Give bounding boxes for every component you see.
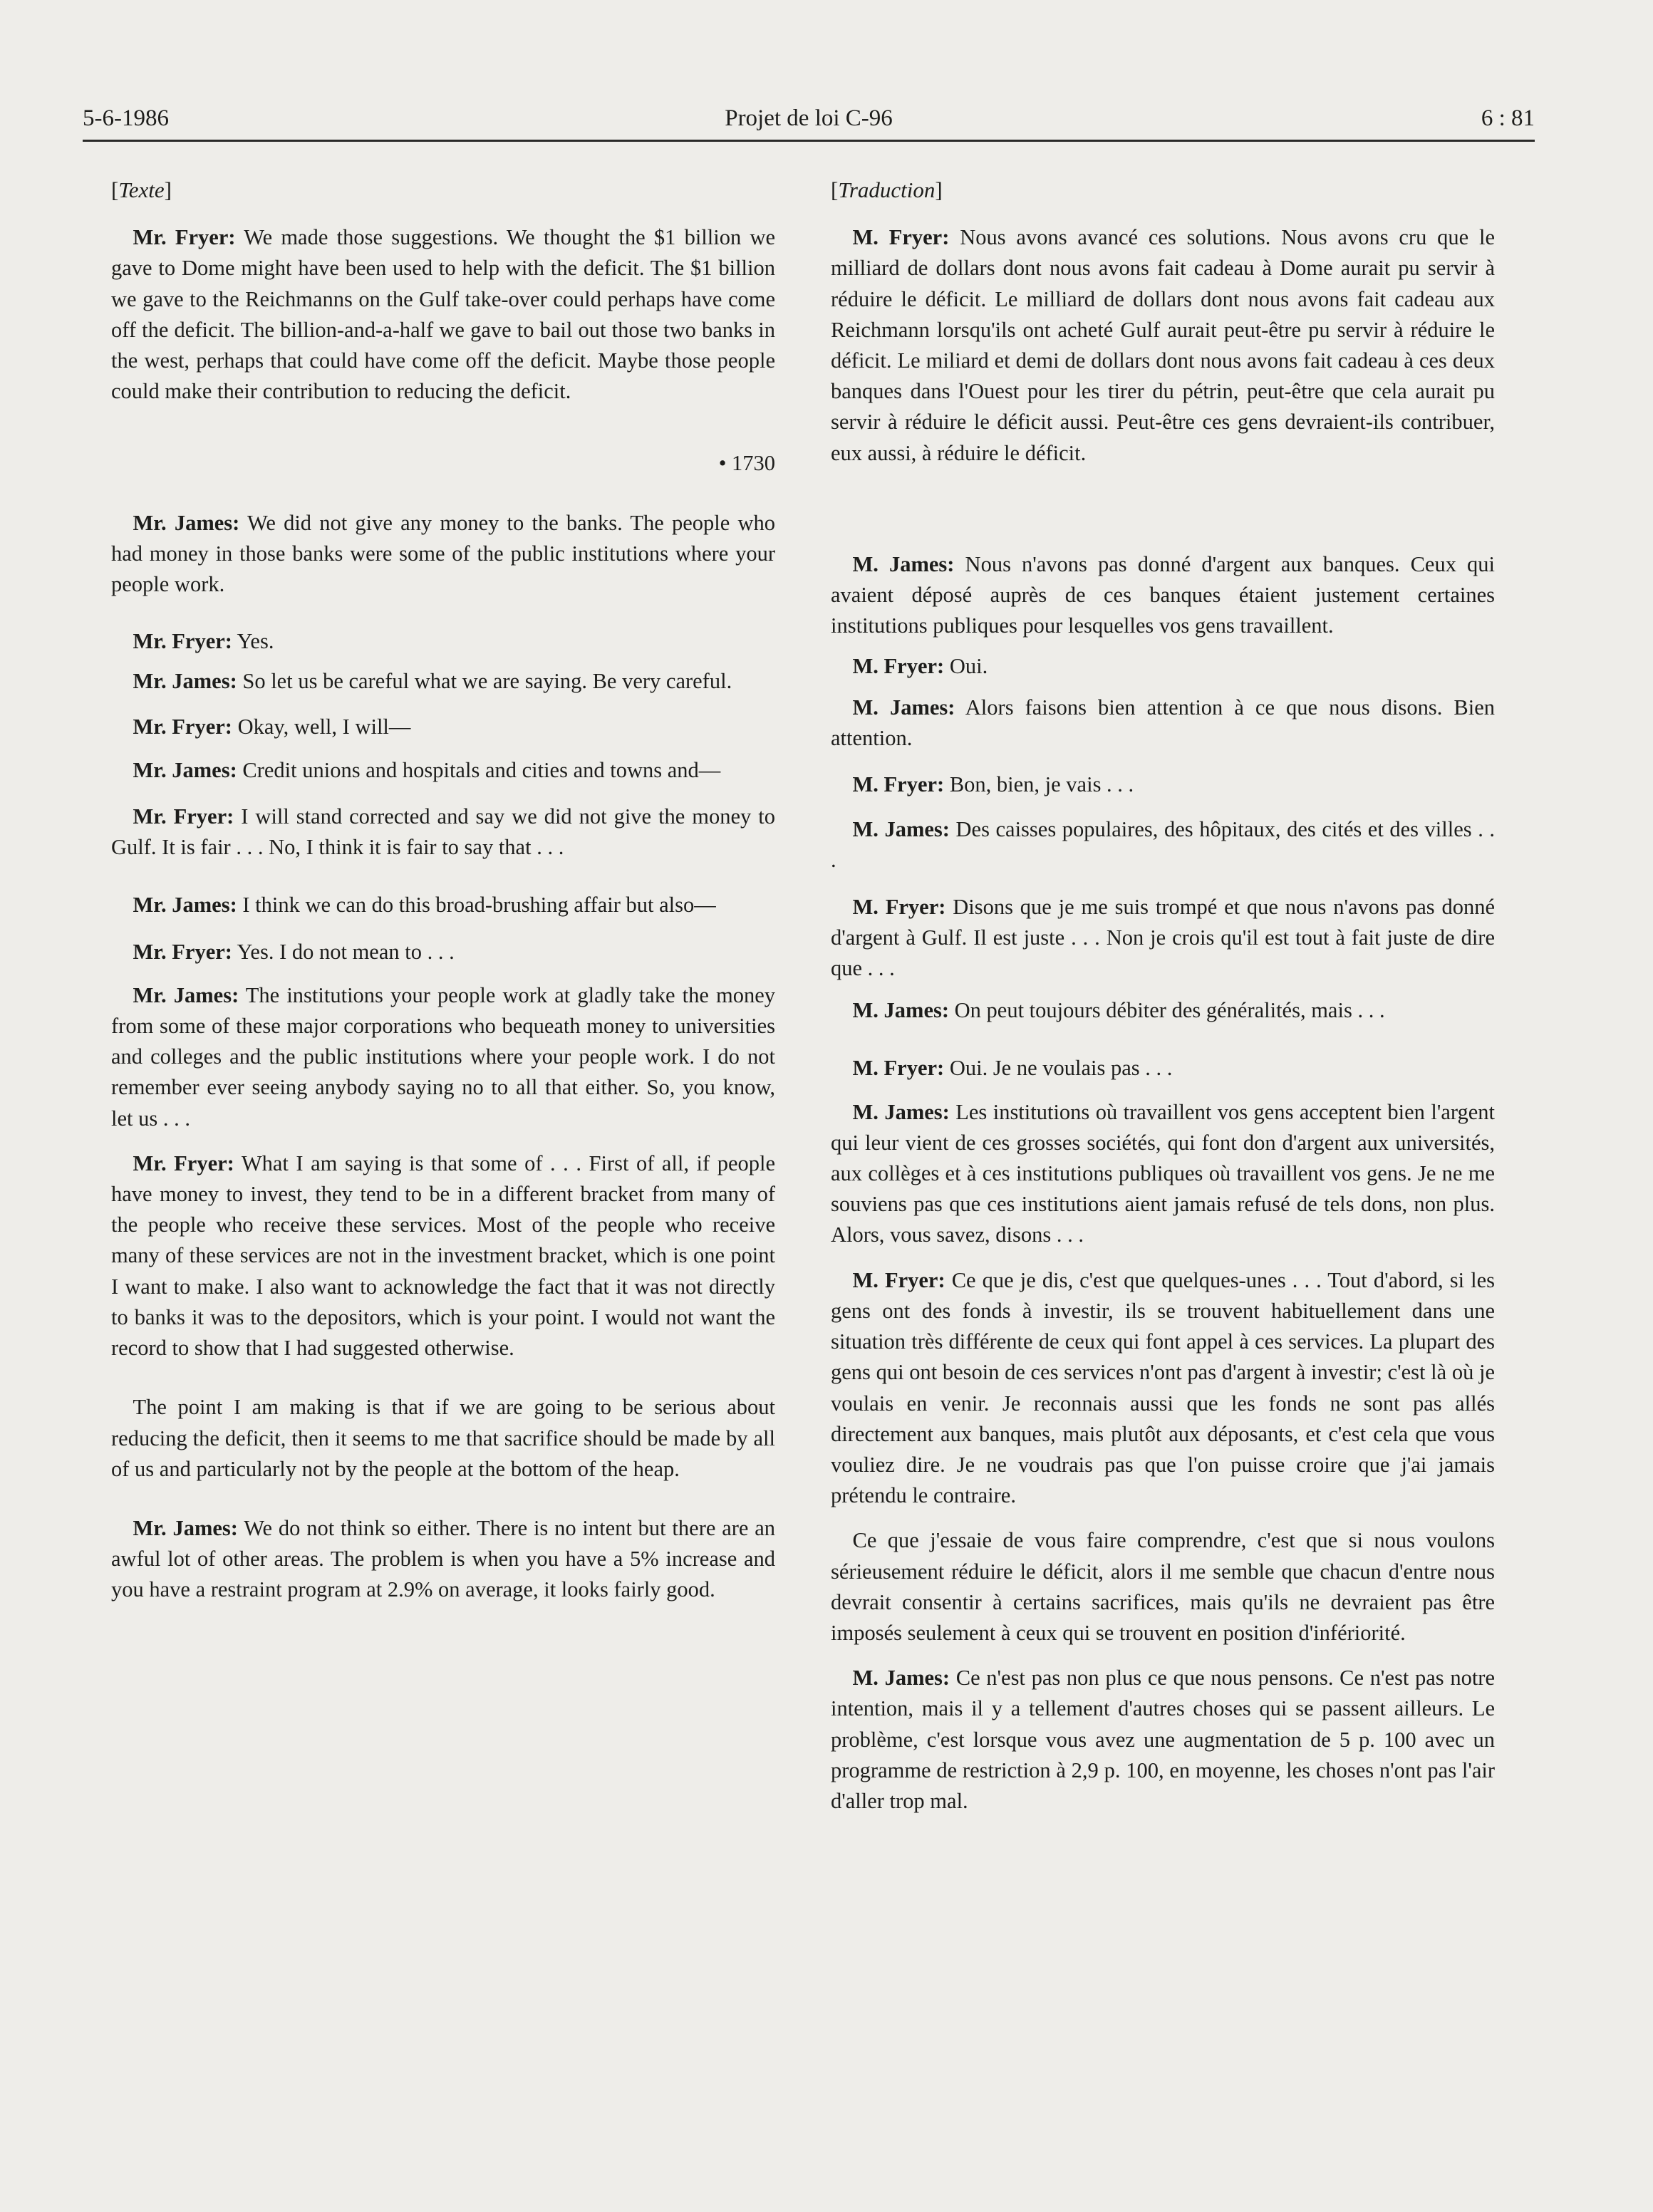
paragraph: M. James: Alors faisons bien attention à ce que nous disons. Bien attention.: [831, 695, 1495, 750]
speaker-name: Mr. James:: [133, 510, 240, 535]
column-label-traduction: [Traduction]: [831, 177, 943, 202]
header-date: 5-6-1986: [83, 105, 169, 131]
speaker-name: Mr. Fryer:: [133, 225, 236, 250]
english-column: [111, 175, 775, 1606]
paragraph: Mr. Fryer: We made those suggestions. We thought the $1 billion we gave to Dome might have been used to help with the deficit. The $1 billion we gave to the Reichmanns on the Gulf take-over could perhaps have come off the deficit. The billion-and-a-half we gave to bail out those two banks in the west, perhaps that could have come off the deficit. Maybe those people could make their contribution to reducing the deficit.: [111, 225, 776, 404]
speaker-name: M. Fryer:: [852, 1267, 945, 1292]
speaker-name: Mr. Fryer:: [133, 939, 232, 964]
paragraph: Mr. Fryer: Yes.: [133, 629, 274, 654]
speaker-name: M. James:: [852, 551, 955, 576]
speaker-name: Mr. Fryer:: [133, 1151, 234, 1175]
paragraph: M. James: Les institutions où travaillent vos gens acceptent bien l'argent qui leur vient de ces grosses sociétés, qui font don d'argent aux universités, aux collèges et à ces institutions publiques où travaillent vos gens. Je ne me souviens pas que ces institutions aient jamais refusé de tels dons, non plus. Alors, vous savez, disons . . .: [831, 1099, 1495, 1247]
speaker-name: M. Fryer:: [852, 772, 945, 797]
speaker-name: M. James:: [852, 998, 950, 1023]
paragraph: M. James: Ce n'est pas non plus ce que nous pensons. Ce n'est pas notre intention, mais il y a tellement d'autres choses qui se passent ailleurs. Le problème, c'est lorsque vous avez une augmentation de 5 p. 100 avec un programme de restriction à 2,9 p. 100, en moyenne, les choses n'ont pas l'air d'aller trop mal.: [831, 1666, 1495, 1813]
french-column: [831, 175, 1495, 1817]
paragraph: M. James: Des caisses populaires, des hôpitaux, des cités et des villes . . .: [831, 817, 1495, 873]
paragraph: M. Fryer: Bon, bien, je vais . . .: [852, 772, 1134, 797]
paragraph: M. Fryer: Ce que je dis, c'est que quelques-unes . . . Tout d'abord, si les gens ont des fonds à investir, ils se trouvent habituellement dans une situation très différente de ceux qui font appel à ces services. La plupart des gens qui ont besoin de ces services n'ont pas d'argent à investir; c'est là où je voulais en venir. Je reconnais aussi que les fonds ne sont pas allés directement aux banques, mais plutôt aux déposants, et c'est cela que vous vouliez dire. Je ne voudrais pas que l'on puisse croire que j'ai jamais prétendu le contraire.: [831, 1267, 1496, 1508]
paragraph: Mr. James: Credit unions and hospitals and cities and towns and—: [133, 757, 721, 782]
paragraph: The point I am making is that if we are going to be serious about reducing the deficit, then it seems to me that sacrifice should be made by all of us and particularly not by the people at the bottom of the heap.: [111, 1395, 775, 1481]
paragraph: Mr. James: We do not think so either. There is no intent but there are an awful lot of other areas. The problem is when you have a 5% increase and you have a restraint program at 2.9% on average, it looks fairly good.: [111, 1515, 776, 1602]
paragraph: M. Fryer: Oui.: [852, 654, 988, 679]
paragraph: Mr. Fryer: Yes. I do not mean to . . .: [133, 939, 455, 964]
speaker-name: Mr. James:: [133, 1515, 238, 1540]
speaker-name: Mr. James:: [133, 757, 237, 782]
speaker-name: Mr. Fryer:: [133, 629, 232, 654]
speaker-name: M. James:: [852, 1099, 950, 1124]
speaker-name: M. Fryer:: [852, 654, 945, 679]
speaker-name: M. Fryer:: [852, 225, 950, 250]
paragraph: M. James: On peut toujours débiter des généralités, mais . . .: [852, 998, 1385, 1023]
paragraph: M. Fryer: Oui. Je ne voulais pas . . .: [852, 1056, 1173, 1081]
paragraph: Ce que j'essaie de vous faire comprendre, c'est que si nous voulons sérieusement réduire le déficit, alors il me semble que chacun d'entre nous devrait consentir à certains sacrifices, mais qu'ils ne devraient pas être imposés seulement à ceux qui se trouvent en position d'infériorité.: [831, 1528, 1495, 1645]
speaker-name: Mr. James:: [133, 982, 239, 1007]
paragraph: Mr. Fryer: I will stand corrected and say we did not give the money to Gulf. It is fair . . . No, I think it is fair to say that . . .: [111, 804, 775, 860]
paragraph: Mr. James: I think we can do this broad-brushing affair but also—: [133, 893, 716, 918]
speaker-name: Mr. James:: [133, 669, 237, 694]
speaker-name: M. James:: [852, 695, 955, 720]
speaker-name: M. James:: [852, 1666, 950, 1691]
paragraph: Mr. James: So let us be careful what we are saying. Be very careful.: [133, 669, 732, 694]
paragraph: Mr. James: We did not give any money to the banks. The people who had money in those banks were some of the public institutions where your people work.: [111, 510, 776, 597]
paragraph: M. Fryer: Disons que je me suis trompé et que nous n'avons pas donné d'argent à Gulf. Il est juste . . . Non je crois qu'il est tout à fait juste de dire que . . .: [831, 894, 1495, 981]
speaker-name: Mr. Fryer:: [133, 714, 232, 739]
speaker-name: M. Fryer:: [852, 1056, 945, 1081]
speaker-name: M. Fryer:: [852, 894, 946, 919]
column-label-texte: [Texte]: [111, 177, 172, 202]
paragraph: Mr. Fryer: Okay, well, I will—: [133, 714, 411, 739]
header-title: Projet de loi C-96: [725, 105, 893, 131]
paragraph: Mr. James: The institutions your people work at gladly take the money from some of these major corporations who bequeath money to universities and colleges and the public institutions where your people work. I do not remember ever seeing anybody saying no to all that either. So, you know, let us . . .: [111, 982, 775, 1131]
header-page-number: 6 : 81: [1481, 105, 1535, 131]
time-marker: • 1730: [718, 451, 775, 476]
paragraph: M. Fryer: Nous avons avancé ces solutions. Nous avons cru que le milliard de dollars dont nous avons fait cadeau à Dome aurait pu servir à réduire le déficit. Le milliard de dollars dont nous avons fait cadeau aux Reichmann lorsqu'ils ont acheté Gulf aurait peut-être pu servir à réduire le déficit. Le miliard et demi de dollars dont nous avons fait cadeau à ces deux banques dans l'Ouest pour les tirer du pétrin, peut-être que cela aurait pu servir à réduire le déficit aussi. Peut-être ces gens devraient-ils contribuer, eux aussi, à réduire le déficit.: [831, 225, 1496, 465]
speaker-name: Mr. Fryer:: [133, 804, 234, 829]
paragraph: M. James: Nous n'avons pas donné d'argent aux banques. Ceux qui avaient déposé auprès de ces banques étaient justement certaines institutions publiques pour lesquelles vos gens travaillent.: [831, 551, 1495, 638]
speaker-name: M. James:: [852, 817, 950, 842]
page-header: [83, 104, 1535, 142]
paragraph: Mr. Fryer: What I am saying is that some of . . . First of all, if people have money to invest, they tend to be in a different bracket from many of the people who receive these services. Most of the people who receive many of these services are not in the investment bracket, which is one point I want to make. I also want to acknowledge the fact that it was not directly to banks it was to the depositors, which is your point. I would not want the record to show that I had suggested otherwise.: [111, 1151, 775, 1361]
speaker-name: Mr. James:: [133, 893, 237, 918]
